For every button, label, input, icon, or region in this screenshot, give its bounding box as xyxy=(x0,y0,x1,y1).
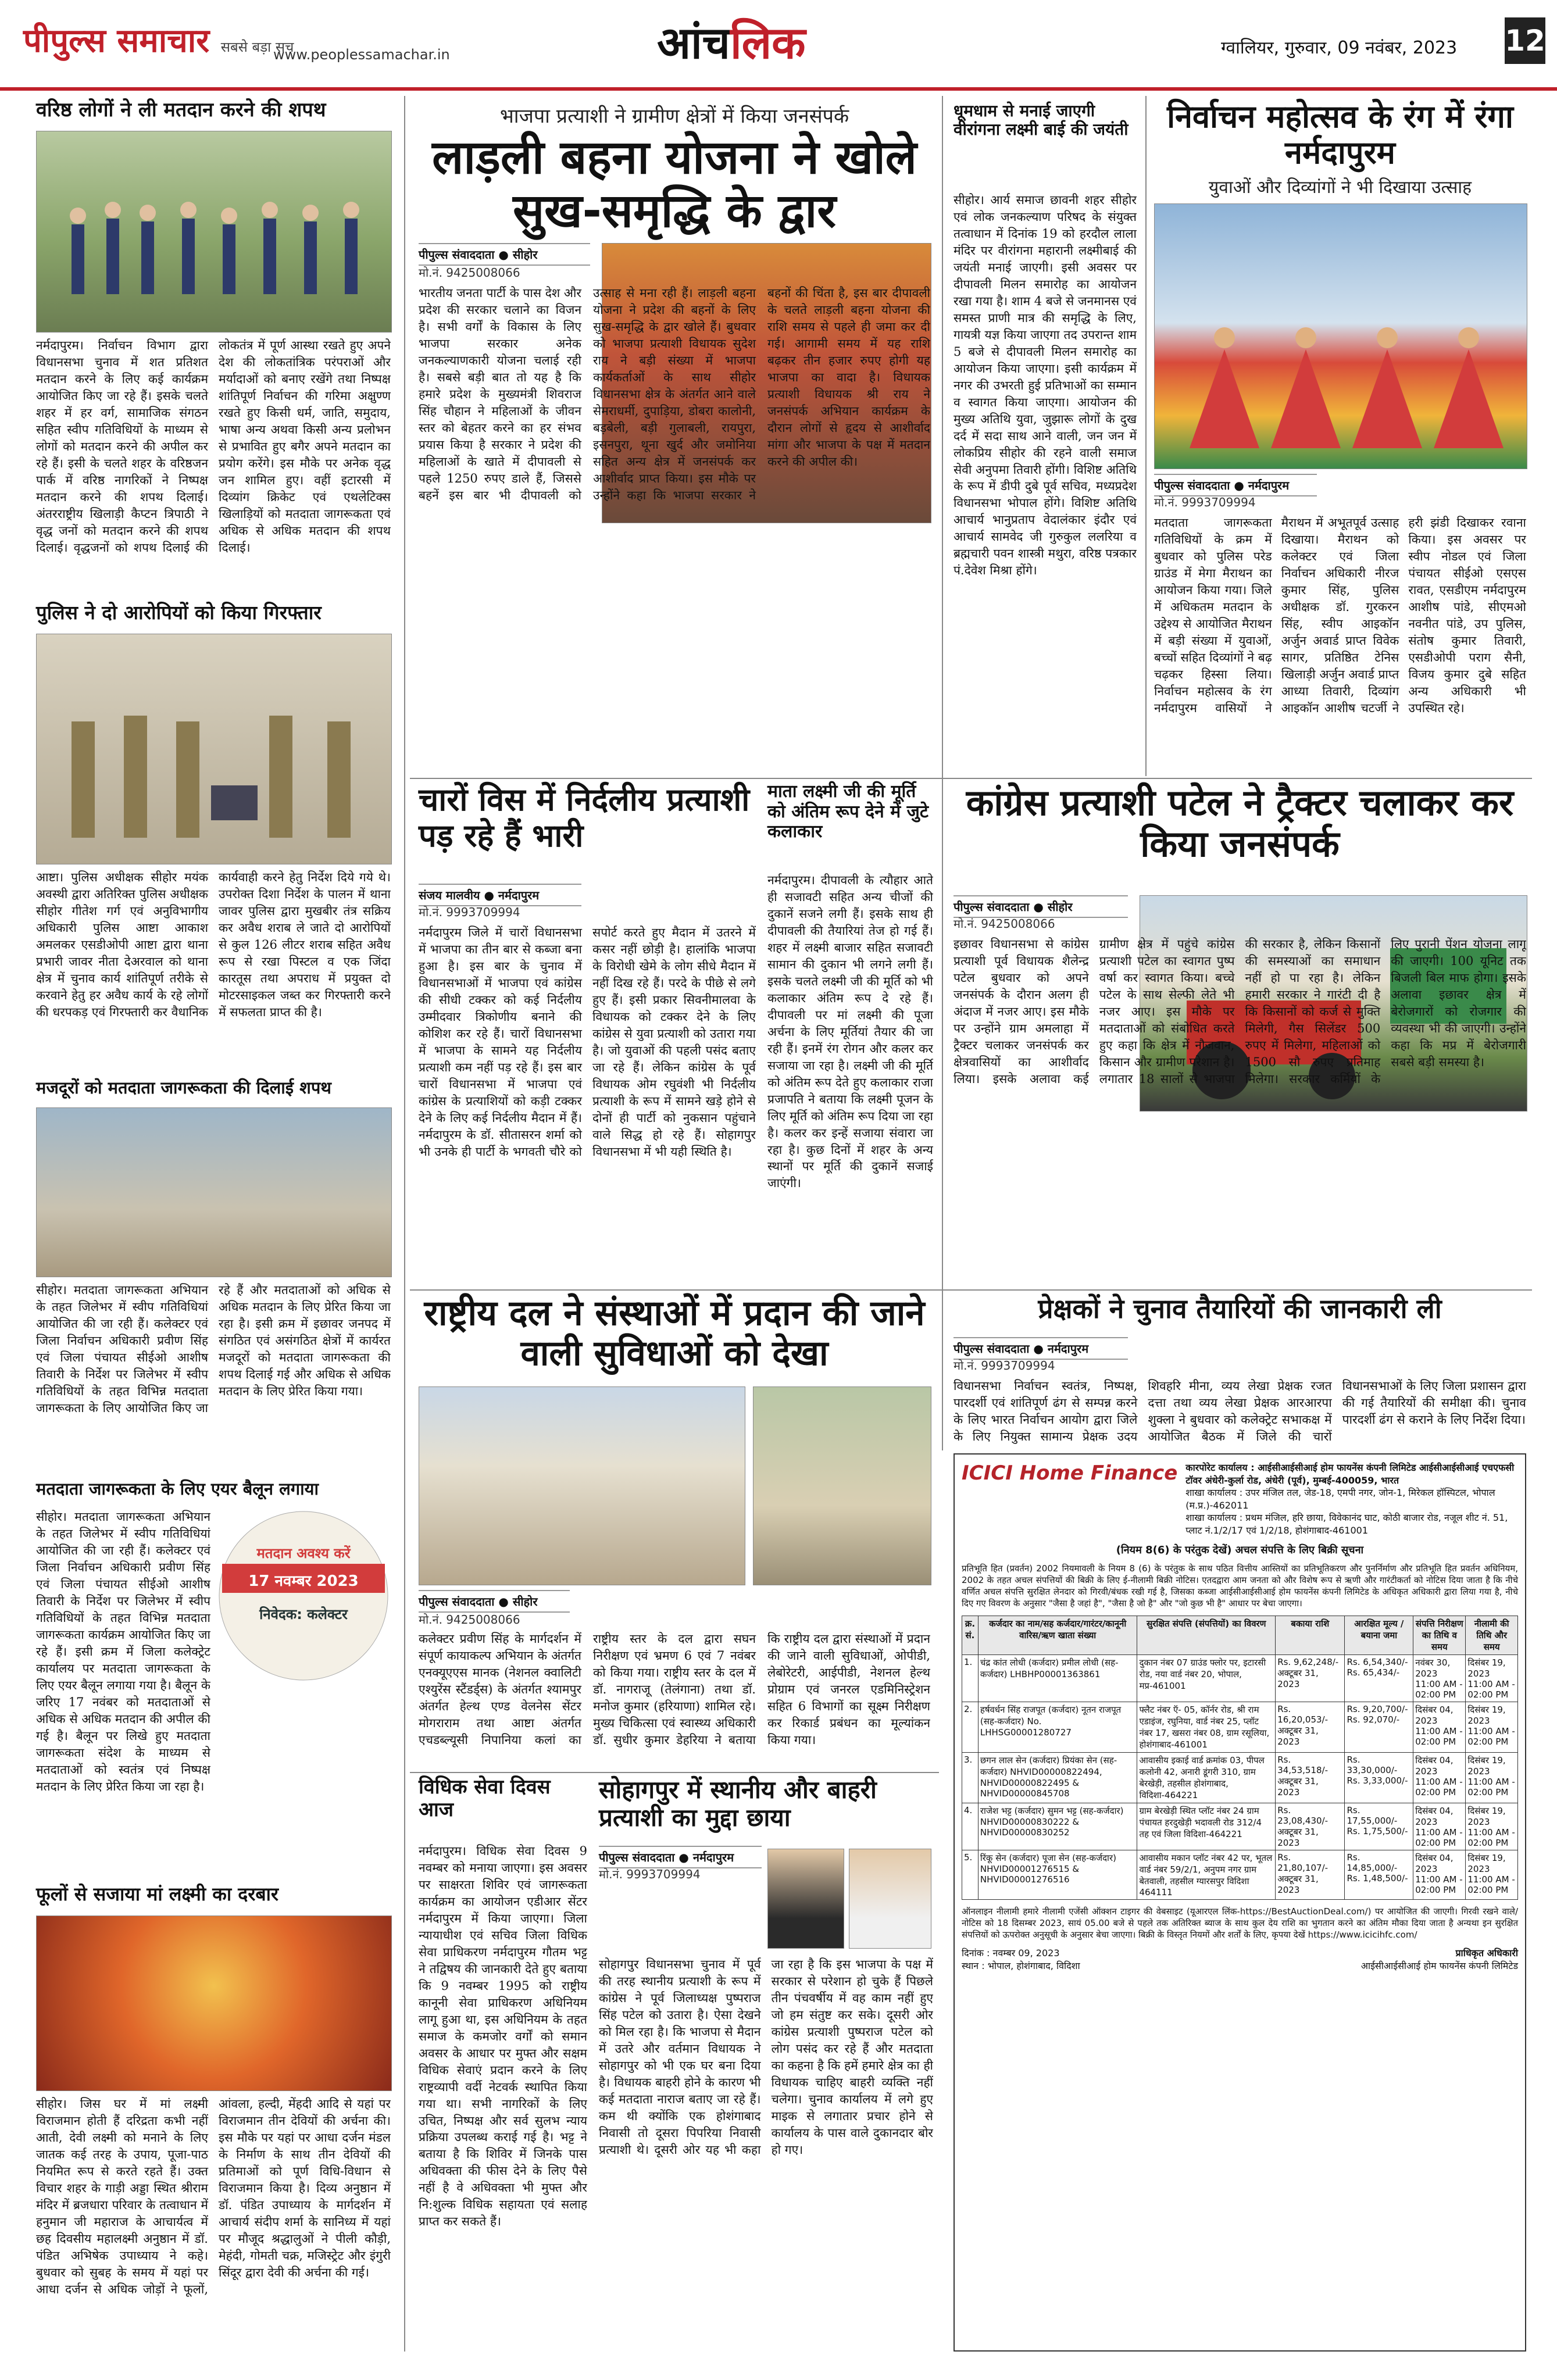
article-body-oath: नर्मदापुरम। निर्वाचन विभाग द्वारा विधानसभा चुनाव में शत प्रतिशत मतदान करने के लिए कई कार्यक्रम आयोजित किए जा रहे हैं। इसके चलते शहर में हर वर्ग, सामाजिक संगठन सहित स्वीप गतिविधियों के माध्यम से लोगों को मतदान करने की अपील कर रहे हैं। इसी के चलते शहर के वरिष्ठजन पार्क में वरिष्ठ नागरिकों ने निष्पक्ष मतदान करने की शपथ दिलाई। अंतरराष्ट्रीय खिलाड़ी कैप्टन त्रिपाठी ने वृद्ध जनों को मतदान करने की शपथ दिलाई। वृद्धजनों को शपथ दिलाई की लोकतंत्र में पूर्ण आस्था रखते हुए अपने देश की लोकतांत्रिक परंपराओं और मर्यादाओं को बनाए रखेंगे तथा निष्पक्ष शांतिपूर्ण निर्वाचन की गरिमा अक्षुण्ण रखते हुए किसी धर्म, जाति, समुदाय, भाषा अन्य अथवा किसी अन्य प्रलोभन से प्रभावित हुए बगैर अपने मतदान का प्रयोग करेंगे। इस मौके पर अनेक वृद्ध जन शामिल हुए। वहीं इटारसी में दिव्यांग क्रिकेट एवं एथलेटिक्स खिलाड़ियों को मतदाता जागरूकता एवं अधिक से अधिक मतदान की शपथ दिलाई। xyxy=(36,338,391,555)
page-number: 12 xyxy=(1505,17,1545,64)
mobile-sohagpur: मो.नं. 9993709994 xyxy=(599,1867,701,1881)
air-balloon-graphic xyxy=(216,1509,391,1683)
mobile-facilities: मो.नं. 9425008066 xyxy=(419,1613,520,1627)
police-graphic xyxy=(37,634,391,864)
article-body-balloon: सीहोर। मतदाता जागरूकता अभियान के तहत जिलेभर में स्वीप गतिविधियां आयोजित की जा रही हैं। कलेक्टर एवं जिला निर्वाचन अधिकारी प्रवीण सिंह एवं जिला पंचायत सीईओ आशीष तिवारी के निर्देश पर जिलेभर में स्वीप गतिविधियों के तहत विभिन्न मतदाता जागरूकता कार्यक्रम आयोजित किए जा रहे हैं। इसी क्रम में जिला कलेक्ट्रेट कार्यालय पर मतदाता जागरूकता के लिए एयर बैलून लगाया गया है। बैलून के जरिए 17 नवंबर को मतदाताओं से अधिक से अधिक मतदान की अपील की गई है। बैलून पर लिखे हुए मतदाता जागरूकता संदेश के माध्यम से मतदाताओं को स्वतंत्र एवं निष्पक्ष मतदान के लिए प्रेरित किया जा रहा है। xyxy=(36,1510,210,1793)
table-header: सुरक्षित संपत्ति (संपत्तियों) का विवरण xyxy=(1137,1616,1276,1654)
table-header: नीलामी की तिथि और समय xyxy=(1466,1616,1518,1654)
mobile-independents: मो.नं. 9993709994 xyxy=(419,905,520,919)
table-row xyxy=(962,1752,1518,1803)
table-cell: Rs. 17,55,000/- Rs. 1,75,500/- xyxy=(1345,1803,1413,1850)
article-body-festival: मतदाता जागरूकता गतिविधियों के क्रम में बुधवार को पुलिस परेड ग्राउंड में मेगा मैराथन का आयोजन किया गया। जिले में अधिकतम मतदान के उद्देश्य से आयोजित मैराथन में बड़ी संख्या में युवाओं, बच्चों सहित दिव्यांगों ने बढ़ चढ़कर हिस्सा लिया। निर्वाचन महोत्सव के रंग नर्मदापुरम वासियों ने मैराथन में अभूतपूर्व उत्साह दिखाया। मैराथन को कलेक्टर एवं जिला निर्वाचन अधिकारी नीरज कुमार सिंह, पुलिस अधीक्षक डॉ. गुरकरन सिंह, स्वीप आइकॉन अर्जुन अवार्ड प्राप्त विवेक सागर, प्रतिष्ठित टेनिस खिलाड़ी अर्जुन अवार्ड प्राप्त आध्या तिवारी, दिव्यांग आइकॉन आशीष चटर्जी ने हरी झंडी दिखाकर रवाना किया। इस अवसर पर स्वीप नोडल एवं जिला पंचायत सीईओ एसएस रावत, एसडीएम नर्मदापुरम आशीष पांडे, सीएमओ नवनीत पांडे, उप पुलिस, संतोष कुमार तिवारी, एसडीओपी पराग सैनी, विजय कुमार दुबे सहित अन्य अधिकारी भी उपस्थित रहे। xyxy=(1154,516,1526,715)
byline-festival: पीपुल्स संवाददाता ● नर्मदापुरम xyxy=(1154,474,1317,496)
balloon-text-2: 17 नवम्बर 2023 xyxy=(248,1573,359,1590)
ad-footer: ऑनलाइन नीलामी हमारे नीलामी एजेंसी ऑक्शन टाइगर की वेबसाइट (यूआरएल लिंक-https://BestAuctionDeal.com/) पर आयोजित की जाएगी। गिरवी रखने वाले/नोटिस को 18 दिसम्बर 2023, सायं 05.00 बजे से पहले तक अतिरिक्त ब्याज के साथ कुल देय राशि का भुगतान करने का अंतिम मौका दिया जाता है अन्यथा इन सुरक्षित संपत्तियों को ऊपरोक्त अनुसूची के अनुसार बेचा जाएगा। बिक्री के विस्तृत नियमों और शर्तों के लिए, कृपया देखें https://www.icicihfc.com/ xyxy=(962,1906,1518,1941)
headline-facilities: राष्ट्रीय दल ने संस्थाओं में प्रदान की जाने वाली सुविधाओं को देखा xyxy=(424,1293,925,1374)
ad-company: आईसीआईसीआई होम फायनेंस कंपनी लिमिटेड xyxy=(1360,1960,1518,1972)
row-divider xyxy=(410,1772,939,1773)
table-cell: आवासीय मकान प्लॉट नंबर 42 पर, भूतल वार्ड नंबर 59/2/1, अनुपम नगर ग्राम बेतवाली, तहसील ग्यारसपुर विदिशा 464111 xyxy=(1137,1850,1276,1899)
mobile-tractor: मो.नं. 9425008066 xyxy=(954,917,1055,931)
newspaper-logo: पीपुल्स समाचार सबसे बड़ा सच xyxy=(23,22,294,60)
article-body-ladli: भारतीय जनता पार्टी के पास देश और प्रदेश की सरकार चलाने का विजन है। सभी वर्गों के विकास के लिए भाजपा सरकार अनेक जनकल्याणकारी योजना चलाई रही है। सबसे बड़ी बात तो यह है कि हमारे प्रदेश के मुख्यमंत्री शिवराज सिंह चौहान ने महिलाओं के जीवन स्तर को बेहतर करने का हर संभव प्रयास किया है सरकार ने प्रदेश की महिलाओं के खाते में दीपावली से पहले 1250 रुपए डाले हैं, जिससे बहनें इस बार भी दीपावली को उत्साह से मना रही हैं। लाड़ली बहना योजना ने प्रदेश की बहनों के लिए सुख-समृद्धि के द्वार खोले हैं। बुधवार को भाजपा प्रत्याशी विधायक सुदेश राय ने बड़ी संख्या में भाजपा कार्यकर्ताओं के साथ सीहोर विधानसभा क्षेत्र के अंतर्गत आने वाले सेमराधर्मी, दुपाड़िया, डोबरा कालोनी, बड़बेली, बड़ी गुलाबली, रायपुरा, इसनपुरा, थूना खुर्द और जमोनिया सहित अन्य क्षेत्र में जनसंपर्क कर आशीर्वाद प्राप्त किया। इस मौके पर उन्होंने कहा कि भाजपा सरकार ने बहनों की चिंता है, इस बार दीपावली के चलते लाड़ली बहना योजना की राशि समय से पहले ही जमा कर दी गई। आगामी समय में यह राशि बढ़कर तीन हजार रुपए होगी यह भाजपा का वादा है। विधायक प्रत्याशी विधायक श्री राय ने जनसंपर्क अभियान कार्यक्रम के दौरान लोगों से हृदय से आशीर्वाद मांगा और भाजपा के पक्ष में मतदान करने की अपील की। xyxy=(419,286,930,502)
photo-facilities xyxy=(419,1386,745,1585)
table-row xyxy=(962,1654,1518,1702)
table-row xyxy=(962,1850,1518,1899)
article-body-police: आष्टा। पुलिस अधीक्षक सीहोर मयंक अवस्थी द्वारा अतिरिक्त पुलिस अधीक्षक सीहोर गीतेश गर्ग एवं अनुविभागीय अधिकारी पुलिस आष्टा आकाश अमलकर एसडीओपी आष्टा द्वारा थाना प्रभारी जावर नीता देअरवाल को थाना क्षेत्र में चुनाव कार्य शांतिपूर्ण तरीके से करवाने हेतु हर अवैध कार्य के रहे लोगों की धरपकड़ एवं गिरफ्तारी कर वैधानिक कार्यवाही करने हेतु निर्देश दिये गये थे। उपरोक्त दिशा निर्देश के पालन में थाना जावर पुलिस द्वारा मुखबीर तंत्र सक्रिय कर अवैध शराब ले जाते दो आरोपियों से कुल 126 लीटर शराब सहित अवैध रूप से रखा पिस्टल व एक जिंदा कारतूस तथा अपराध में प्रयुक्त दो मोटरसाइकल जब्त कर गिरफ्तारी करने में सफलता प्राप्त की है। xyxy=(36,870,391,1019)
photo-facilities-2 xyxy=(753,1386,931,1585)
table-cell: रिंकू सेन (कर्जदार) पूजा सेन (सह-कर्जदार) NHVID00001276515 & NHVID00001276516 xyxy=(978,1850,1137,1899)
ad-date: दिनांक : नवम्बर 09, 2023 xyxy=(962,1947,1060,1959)
table-cell: फ्लैट नंबर ऍ- 05, कॉर्नर रोड, श्री राम एडाइंज, रघुनिया, वार्ड नंबर 25, प्लॉट नंबर 17, खसरा नंबर 08, ग्राम रसूलिया, होशंगाबाद-461001 xyxy=(1137,1702,1276,1752)
table-cell: दिसंबर 04, 2023 11:00 AM - 02:00 PM xyxy=(1413,1752,1466,1803)
website-url[interactable]: www.peoplessamachar.in xyxy=(273,47,450,63)
table-cell: ग्राम बेरखेड़ी स्थित प्लॉट नंबर 24 ग्राम पंचायत हरदुखेड़ी भदावली रोड 312/4 तह एवं जिला विदिशा-464221 xyxy=(1137,1803,1276,1850)
table-cell: दुकान नंबर 07 ग्राउंड फ्लोर पर, इटारसी रोड, नया वार्ड नंबर 20, भोपाल, मप्र-461001 xyxy=(1137,1654,1276,1702)
table-cell: Rs. 14,85,000/- Rs. 1,48,500/- xyxy=(1345,1850,1413,1899)
table-cell: दिसंबर 04, 2023 11:00 AM - 02:00 PM xyxy=(1413,1702,1466,1752)
table-cell: राजेश भट्ट (कर्जदार) सुमन भट्ट (सह-कर्जदार) NHVID00000830222 & NHVID00000830252 xyxy=(978,1803,1137,1850)
mobile-ladli: मो.नं. 9425008066 xyxy=(419,266,520,280)
table-cell: नवंबर 30, 2023 11:00 AM - 02:00 PM xyxy=(1413,1654,1466,1702)
photo-workers xyxy=(36,1107,392,1277)
article-body-independents: नर्मदापुरम जिले में चारों विधानसभा में भाजपा का तीन बार से कब्जा बना हुआ है। इस बार के चुनाव में विधानसभाओं में भाजपा एवं कांग्रेस की सीधी टक्कर को कई निर्दलीय उम्मीदवार त्रिकोणीय बनाने की कोशिश कर रहे हैं। चारों विधानसभा में भाजपा के सामने यह निर्दलीय प्रत्याशी कम नहीं पड़ रहे हैं। इस बार चारों विधानसभा में भाजपा एवं कांग्रेस के प्रत्याशियों को कड़ी टक्कर देने के लिए कई निर्दलीय मैदान में हैं। नर्मदापुरम के डॉ. सीतासरन शर्मा को भी उनके ही पार्टी के भगवती चौरे को सपोर्ट करते हुए मैदान में उतरने में कसर नहीं छोड़ी है। हालांकि भाजपा के विरोधी खेमे के लोग सीधे मैदान में नहीं दिख रहे हैं। परदे के पीछे से लगे हुए हैं। इसी प्रकार सिवनीमालवा के विधायक को टक्कर देने के लिए कांग्रेस से युवा प्रत्याशी को उतारा गया है। जो युवाओं की पहली पसंद बताए जा रहे हैं। लेकिन कांग्रेस के पूर्व विधायक ओम रघुवंशी भी निर्दलीय प्रत्याशी के रूप में सामने खड़े होने से दोनों ही पार्टी को नुकसान पहुंचाने वाले सिद्ध हो रहे हैं। सोहागपुर विधानसभा में भी यही स्थिति है। xyxy=(419,925,756,1159)
column-divider xyxy=(1145,96,1147,776)
byline-observers: पीपुल्स संवाददाता ● नर्मदापुरम xyxy=(954,1337,1128,1360)
photo-balloon xyxy=(216,1509,391,1683)
table-cell: 5. xyxy=(962,1850,979,1899)
headline-workers: मजदूरों को मतदाता जागरूकता की दिलाई शपथ xyxy=(36,1078,331,1098)
article-body-veerangana: सीहोर। आर्य समाज छावनी शहर सीहोर एवं लोक जनकल्याण परिषद के संयुक्त तत्वाधान में दिनांक 19 को हरदौल लाला मंदिर पर वीरांगना महारानी लक्ष्मीबाई की जयंती मनाई जाएगी। इसी अवसर पर दीपावली मिलन समारोह का आयोजन रखा गया है। शाम 4 बजे से जनमानस एवं समस्त प्राणी मात्र की समृद्धि के लिए, गायत्री यज्ञ किया जाएगा तद उपरान्त शाम 5 बजे से दीपावली मिलन समारोह का आयोजन किया जाएगा। इसी कार्यक्रम में नगर की उभरती हुई प्रतिभाओं का सम्मान व स्वागत किया जाएगा। आयोजन की मुख्य अतिथि युवा, जुझारू लोगों के दुख दर्द में सदा साथ आने वाली, जन जन में लोकप्रिय सीहोर की रहने वाली समाज सेवी अनुपमा तिवारी होंगी। विशिष्ट अतिथि के रूप में डीपी दुबे पूर्व सचिव, मध्यप्रदेश विधानसभा भोपाल होंगे। विशिष्ट अतिथि आचार्य भानुप्रताप वेदालंकार इंदौर एवं आचार्य सामवेद जी गुरुकुल ललरिया व ब्रह्मचारी पवन शास्त्री मथुरा, वरिष्ठ पत्रकार पं.देवेश मिश्रा होंगे। xyxy=(954,193,1137,578)
headline-lakshmi-court: फूलों से सजाया मां लक्ष्मी का दरबार xyxy=(36,1883,279,1905)
table-header: क्र. सं. xyxy=(962,1616,979,1654)
kicker-ladli: भाजपा प्रत्याशी ने ग्रामीण क्षेत्रों में किया जनसंपर्क xyxy=(499,105,849,128)
headline-idols: माता लक्ष्मी जी की मूर्ति को अंतिम रूप देने में जुटे कलाकार xyxy=(767,781,929,842)
table-cell: हर्षवर्धन सिंह राजपूत (कर्जदार) नूतन राजपूत (सह-कर्जदार) No. LHHSG00001280727 xyxy=(978,1702,1137,1752)
masthead xyxy=(0,0,1557,91)
auction-table xyxy=(962,1616,1518,1900)
table-cell: Rs. 9,20,700/- Rs. 92,070/- xyxy=(1345,1702,1413,1752)
headline-veerangana: धूमधाम से मनाई जाएगी वीरांगना लक्ष्मी बाई की जयंती xyxy=(954,101,1129,140)
table-row xyxy=(962,1803,1518,1850)
headline-festival: निर्वाचन महोत्सव के रंग में रंगा नर्मदापुरम xyxy=(1167,98,1513,171)
table-header: कर्जदार का नाम/सह कर्जदार/गारंटर/कानूनी वारिस/ऋण खाता संख्या xyxy=(978,1616,1137,1654)
headline-independents: चारों विस में निर्दलीय प्रत्याशी पड़ रहे हैं भारी xyxy=(419,781,750,855)
table-cell: Rs. 6,54,340/- Rs. 65,434/- xyxy=(1345,1654,1413,1702)
photo-oath xyxy=(36,131,392,333)
table-cell: दिसंबर 04, 2023 11:00 AM - 02:00 PM xyxy=(1413,1803,1466,1850)
ad-branch: शाखा कार्यालय : उपर मंजिल तल, जेड-18, एमपी नगर, जोन-1, मिरेकल हॉस्पिटल, भोपाल (म.प्र.)-462011 xyxy=(1185,1487,1495,1511)
byline-ladli: पीपुल्स संवाददाता ● सीहोर xyxy=(419,243,590,266)
row-divider xyxy=(410,1289,1532,1291)
table-cell: Rs. 9,62,248/- अक्टूबर 31, 2023 xyxy=(1276,1654,1345,1702)
table-cell: 1. xyxy=(962,1654,979,1702)
table-cell: Rs. 23,08,430/- अक्टूबर 31, 2023 xyxy=(1276,1803,1345,1850)
headline-sohagpur: सोहागपुर में स्थानीय और बाहरी प्रत्याशी का मुद्दा छाया xyxy=(599,1775,877,1832)
headline-police: पुलिस ने दो आरोपियों को किया गिरफ्तार xyxy=(36,601,322,624)
row-divider xyxy=(410,778,1532,779)
table-cell: दिसंबर 04, 2023 11:00 AM - 02:00 PM xyxy=(1413,1850,1466,1899)
photo-lakshmi-court xyxy=(36,1916,392,2091)
article-body-lakshmi-court: सीहोर। जिस घर में मां लक्ष्मी विराजमान होती हैं दरिद्रता कभी नहीं आती, देवी लक्ष्मी को मनाने के लिए जातक कई तरह के उपाय, पूजा-पाठ नियमित रूप से करते रहते हैं। उक्त विचार शहर के गाड़ी अड्डा स्थित श्रीराम मंदिर में ब्रजधारा परिवार के तत्वाधान में हनुमान जी महाराज के आचार्यत्व में छह दिवसीय महालक्ष्मी अनुष्ठान में डॉ. पंडित अभिषेक उपाध्याय ने कहे। बुधवार को सुबह के समय में यहां पर आधा दर्जन से अधिक जोड़ों ने फूलों, आंवला, हल्दी, मेंहदी आदि से यहां पर विराजमान तीन देवियों की अर्चना की। इस मौके पर यहां पर आधा दर्जन मंडल के निर्माण के साथ तीन देवियों की प्रतिमाओं को पूर्ण विधि-विधान से विराजमान किया है। दिव्य अनुष्ठान में डॉ. पंडित उपाध्याय के मार्गदर्शन में आचार्य संदीप शर्मा के सानिध्य में यहां पर मौजूद श्रद्धालुओं ने पीली कौड़ी, मेहंदी, गोमती चक्र, मजिस्ट्रेट और इंगुरी सिंदूर द्वारा देवी की अर्चना की गई। xyxy=(36,2097,391,2296)
subhead-festival: युवाओं और दिव्यांगों ने भी दिखाया उत्साह xyxy=(1208,177,1472,198)
headline-ladli: लाड़ली बहना योजना ने खोले सुख-समृद्धि के द्वार xyxy=(432,130,917,238)
table-cell: दिसंबर 19, 2023 11:00 AM - 02:00 PM xyxy=(1466,1803,1518,1850)
section-title: आंचलिक xyxy=(657,17,806,69)
article-body-legal: नर्मदापुरम। विधिक सेवा दिवस 9 नवम्बर को मनाया जाएगा। इस अवसर पर साक्षरता शिविर एवं जागरूकता कार्यक्रम का आयोजन एडीआर सेंटर नर्मदापुरम में किया जाएगा। जिला न्यायाधीश एवं सचिव जिला विधिक सेवा प्राधिकरण नर्मदापुरम गौतम भट्ट ने तद्विषय की जानकारी देते हुए बताया कि 9 नवम्बर 1995 को राष्ट्रीय कानूनी सेवा प्राधिकरण अधिनियम लागू हुआ था, इस अधिनियम के तहत समाज के कमजोर वर्गों को समान अवसर के आधार पर मुफ्त और सक्षम विधिक सेवाएं प्रदान करने के लिए राष्ट्रव्यापी वर्दी नेटवर्क स्थापित किया गया था। सभी नागरिकों के लिए उचित, निष्पक्ष और सर्व सुलभ न्याय प्रक्रिया उपलब्ध कराई गई है। भट्ट ने बताया है कि शिविर में जिनके पास अधिवक्ता की फीस देने के लिए पैसे नहीं है वे अधिवक्ता भी मुफ्त और नि:शुल्क विधिक सहायता एवं सलाह प्राप्त कर सकते हैं। xyxy=(419,1844,587,2229)
icici-logo: ICICI Home Finance xyxy=(962,1461,1178,1485)
article-body-idols: नर्मदापुरम। दीपावली के त्यौहार आते ही सजावटी सहित अन्य चीजों की दुकानें सजने लगी हैं। इसके साथ ही दीपावली की तैयारियां तेज हो गई हैं। शहर में लक्ष्मी बाजार सहित सजावटी सामान की दुकान भी लगने लगी हैं। इसके चलते लक्ष्मी जी की मूर्ति को भी कलाकार अंतिम रूप दे रहे हैं। दीपावली पर मां लक्ष्मी की पूजा अर्चना के लिए मूर्तियां तैयार की जा रही हैं। इनमें रंग रोगन और कलर कर सजाया जा रहा है। लक्ष्मी जी की मूर्ति को अंतिम रूप देते हुए कलाकार राजा प्रजापति ने बताया कि लक्ष्मी पूजन के लिए मूर्ति को अंतिम रूप दिया जा रहा है। कलर कर इन्हें सजाया संवारा जा रहा है। कुछ दिनों में शहर के अन्य स्थानों पर मूर्ति की दुकानें सजाई जाएंगी। xyxy=(767,873,933,1191)
byline-independents: संजय मालवीय ● नर्मदापुरम xyxy=(419,884,581,906)
photo-police xyxy=(36,634,392,864)
table-row xyxy=(962,1702,1518,1752)
headline-observers: प्रेक्षकों ने चुनाव तैयारियों की जानकारी ली xyxy=(1038,1293,1442,1324)
table-header: आरक्षित मूल्य / बयाना जमा xyxy=(1345,1616,1413,1654)
ad-signatory: प्राधिकृत अधिकारी xyxy=(1455,1947,1518,1959)
article-body-facilities: कलेक्टर प्रवीण सिंह के मार्गदर्शन में संपूर्ण कायाकल्प अभियान के अंतर्गत एनक्यूएएस मानक (नेशनल क्वालिटी एश्युरेंस स्टैंडर्ड्स) के अंतर्गत श्यामपुर अंतर्गत हेल्थ एण्ड वेलनेस सेंटर मोगराराम तथा आष्टा अंतर्गत एचडब्ल्यूसी निपानिया कलां का राष्ट्रीय स्तर के दल द्वारा सघन निरीक्षण एवं भ्रमण 6 एवं 7 नवंबर को किया गया। राष्ट्रीय स्तर के दल में डॉ. नागराजू (तेलंगाना) तथा डॉ. मनोज कुमार (हरियाणा) शामिल रहे। मुख्य चिकित्सा एवं स्वास्थ्य अधिकारी डॉ. सुधीर कुमार डेहरिया ने बताया कि राष्ट्रीय दल द्वारा संस्थाओं में प्रदान की जाने वाली सुविधाओं, ओपीडी, लेबोरेटरी, आईपीडी, नेशनल हेल्थ प्रोग्राम एवं जनरल एडमिनिस्ट्रेशन सहित 6 विभागों का सूक्ष्म निरीक्षण कर रिकार्ड प्रबंधन का मूल्यांकन किया गया। xyxy=(419,1632,930,1747)
ad-title: (नियम 8(6) के परंतुक देखें) अचल संपत्ति के लिए बिक्री सूचना xyxy=(1116,1543,1364,1556)
article-body-observers: विधानसभा निर्वाचन स्वतंत्र, निष्पक्ष, पारदर्शी एवं शांतिपूर्ण ढंग से सम्पन्न करने के लिए भारत निर्वाचन आयोग द्वारा जिले के लिए नियुक्त सामान्य प्रेक्षक उदय शिवहरि मीना, व्यय लेखा प्रेक्षक रजत दत्ता तथा व्यय लेखा प्रेक्षक आरआरपा शुक्ला ने बुधवार को कलेक्ट्रेट सभाकक्ष में आयोजित बैठक में जिले की चारों विधानसभाओं के लिए जिला प्रशासन द्वारा की गई तैयारियों की समीक्षा की। चुनाव पारदर्शी ढंग से कराने के लिए निर्देश दिया। xyxy=(954,1379,1526,1443)
column-divider xyxy=(942,96,943,1450)
table-cell: छगन लाल सेन (कर्जदार) प्रियंका सेन (सह-कर्जदार) NHVID00000822494, NHVID00000822495 & NHVID00000845708 xyxy=(978,1752,1137,1803)
balloon-text-3: निवेदक: कलेक्टर xyxy=(259,1606,348,1623)
byline-tractor: पीपुल्स संवाददाता ● सीहोर xyxy=(954,895,1128,918)
column-divider xyxy=(404,96,405,2352)
ad-address: कारपोरेट कार्यालय : आईसीआईसीआई होम फायनेंस कंपनी लिमिटेड आईसीआईसीआई एचएफसी टॉवर अंधेरी-कुर्ला रोड, अंधेरी (पूर्व), मुम्बई-400059, भारत xyxy=(1185,1462,1515,1486)
table-cell: दिसंबर 19, 2023 11:00 AM - 02:00 PM xyxy=(1466,1654,1518,1702)
table-header: संपत्ति निरीक्षण का तिथि व समय xyxy=(1413,1616,1466,1654)
table-cell: 2. xyxy=(962,1702,979,1752)
table-cell: चंद्र कांत लोधी (कर्जदार) प्रमील लोधी (सह-कर्जदार) LHBHP00001363861 xyxy=(978,1654,1137,1702)
table-cell: Rs. 34,53,518/- अक्टूबर 31, 2023 xyxy=(1276,1752,1345,1803)
mobile-festival: मो.नं. 9993709994 xyxy=(1154,495,1256,509)
dancers-graphic xyxy=(1155,204,1527,469)
table-cell: दिसंबर 19, 2023 11:00 AM - 02:00 PM xyxy=(1466,1702,1518,1752)
legal-advertisement xyxy=(954,1453,1526,2352)
photo-festival xyxy=(1154,203,1527,469)
ad-notice: प्रतिभूति हित (प्रवर्तन) 2002 नियमावली के नियम 8 (6) के परंतुक के साथ पठित वित्तीय आस्तियों का प्रतिभूतिकरण और पुनर्निर्माण और प्रतिभूति हित प्रवर्तन अधिनियम, 2002 के तहत अचल संपत्तियों की बिक्री के लिए ई-नीलामी बिक्री नोटिस। एतदद्वारा आम जनता को और विशेष रूप से ऋणी और गारंटीकर्ता को नोटिस दिया जाता है कि नीचे वर्णित अचल संपत्ति सुरक्षित लेनदार को गिरवी/बंधक रखी गई है, जिसका कब्जा आईसीआईसीआई होम फायनेंस कंपनी लिमिटेड के अधिकृत अधिकारी द्वारा लिया गया है, नीचे दिए गए विवरण के अनुसार "जैसा है जहां है", "जैसा है जो है" और "जो कुछ भी है" आधार पर बेचा जाएगा। xyxy=(962,1563,1518,1609)
table-cell: 3. xyxy=(962,1752,979,1803)
oath-people-graphic xyxy=(37,131,391,332)
dateline: ग्वालियर, गुरुवार, 09 नवंबर, 2023 xyxy=(1221,38,1458,58)
byline-sohagpur: पीपुल्स संवाददाता ● नर्मदापुरम xyxy=(599,1846,762,1868)
table-cell: Rs. 33,30,000/- Rs. 3,33,000/- xyxy=(1345,1752,1413,1803)
photo-candidate-2 xyxy=(849,1849,931,1949)
byline-facilities: पीपुल्स संवाददाता ● सीहोर xyxy=(419,1590,570,1613)
table-cell: Rs. 21,80,107/- अक्टूबर 31, 2023 xyxy=(1276,1850,1345,1899)
table-cell: दिसंबर 19, 2023 11:00 AM - 02:00 PM xyxy=(1466,1752,1518,1803)
table-cell: दिसंबर 19, 2023 11:00 AM - 02:00 PM xyxy=(1466,1850,1518,1899)
table-cell: Rs. 16,20,053/- अक्टूबर 31, 2023 xyxy=(1276,1702,1345,1752)
table-cell: आवासीय इकाई वार्ड क्रमांक 03, पीपल कलोनी 42, अनारी डूंगरी 310, ग्राम बेरखेड़ी, तहसील होशंगाबाद, विदिशा-464221 xyxy=(1137,1752,1276,1803)
table-header: बकाया राशि xyxy=(1276,1616,1345,1654)
article-body-tractor: इछावर विधानसभा से कांग्रेस प्रत्याशी पूर्व विधायक शैलेन्द्र पटेल बुधवार को अपने जनसंपर्क के दौरान अलग ही अंदाज में नजर आए। इस मौके पर उन्होंने ग्राम अमलाहा में ट्रैक्टर चलाकर जनसंपर्क कर क्षेत्रवासियों का आशीर्वाद लिया। इसके अलावा कई ग्रामीण क्षेत्र में पहुंचे कांग्रेस प्रत्याशी पटेल का स्वागत पुष्प वर्षा कर स्वागत किया। बच्चे पटेल के साथ सेल्फी लेते भी नजर आए। इस मौके पर मतदाताओं को संबोधित करते हुए कहा कि क्षेत्र में नौजवान, किसान और ग्रामीण परेशान है। लगातार 18 सालों से भाजपा की सरकार है, लेकिन किसानों की समस्याओं का समाधान नहीं हो पा रहा है। लेकिन हमारी सरकार ने गारंटी दी है कि किसानों को कर्ज से मुक्ति मिलेगी, गैस सिलेंडर 500 रुपए में मिलेगा, महिलाओं को 1500 सौ रुपए प्रतिमाह मिलेगा। सरकार कर्मियों के लिए पुरानी पेंशन योजना लागू की जाएगी। 100 यूनिट तक बिजली बिल माफ होगा। इसके अलावा इछावर क्षेत्र में बेरोजगारों को रोजगार की व्यवस्था भी की जाएगी। उन्होंने कहा कि मप्र में बेरोजगारी सबसे बड़ी समस्या है। xyxy=(954,937,1526,1086)
article-body-workers: सीहोर। मतदाता जागरूकता अभियान के तहत जिलेभर में स्वीप गतिविधियां आयोजित की जा रही हैं। कलेक्टर एवं जिला निर्वाचन अधिकारी प्रवीण सिंह एवं जिला पंचायत सीईओ आशीष तिवारी के निर्देश पर जिलेभर में स्वीप गतिविधियों के तहत विभिन्न मतदाता जागरूकता के लिए आयोजित किए जा रहे हैं और मतदाताओं को अधिक से अधिक मतदान के लिए प्रेरित किया जा रहा है। इसी क्रम में इछावर जनपद में संगठित एवं असंगठित क्षेत्रों में कार्यरत मजदूरों को मतदाता जागरूकता की शपथ दिलाई गई और अधिक से अधिक मतदान के लिए प्रेरित किया गया। xyxy=(36,1283,391,1415)
headline-oath: वरिष्ठ लोगों ने ली मतदान करने की शपथ xyxy=(36,98,326,121)
headline-tractor: कांग्रेस प्रत्याशी पटेल ने ट्रैक्टर चलाकर कर किया जनसंपर्क xyxy=(966,781,1514,866)
mobile-observers: मो.नं. 9993709994 xyxy=(954,1359,1055,1373)
photo-candidate-1 xyxy=(767,1849,844,1949)
article-body-sohagpur: सोहागपुर विधानसभा चुनाव में पूर्व की तरह स्थानीय प्रत्याशी के रूप में कांग्रेस ने पूर्व जिलाध्यक्ष पुष्पराज सिंह पटेल को उतारा है। ऐसा देखने को मिल रहा है। कि भाजपा से मैदान में उतरे और वर्तमान विधायक ने सोहागपुर को भी एक घर बना दिया है। विधायक बाहरी होने के कारण भी कई मतदाता नाराज बताए जा रहे हैं। कम थी क्योंकि एक होशंगाबाद निवासी तो दूसरा पिपरिया निवासी प्रत्याशी थे। दूसरी ओर यह भी कहा जा रहा है कि इस भाजपा के पक्ष में सरकार से परेशान हो चुके हैं पिछले तीन पंचवर्षीय में वह काम नहीं हुए जो हम संतुष्ट कर सके। दूसरी ओर कांग्रेस प्रत्याशी पुष्पराज पटेल को लोग पसंद कर रहे हैं और मतदाता का कहना है कि हमें हमारे क्षेत्र का ही विधायक चाहिए बाहरी व्यक्ति नहीं चलेगा। चुनाव कार्यालय में लगे हुए माइक से लगातार प्रचार होने से कार्यालय के पास वाले दुकानदार बोर हो गए। xyxy=(599,1957,933,2157)
headline-legal: विधिक सेवा दिवस आज xyxy=(419,1775,551,1822)
ad-place: स्थान : भोपाल, होशंगाबाद, विदिशा xyxy=(962,1960,1080,1972)
table-cell: 4. xyxy=(962,1803,979,1850)
balloon-text-1: मतदान अवश्य करें xyxy=(256,1545,351,1561)
ad-branch-2: शाखा कार्यालय : प्रथम मंजिल, हरि छाया, विवेकानंद घाट, कोठी बाजार रोड, नजूल शीट नं. 51, प्लाट नं.1/2/17 एवं 1/2/18, होशंगाबाद-461001 xyxy=(1185,1512,1508,1536)
headline-balloon: मतदाता जागरूकता के लिए एयर बैलून लगाया xyxy=(36,1479,319,1499)
